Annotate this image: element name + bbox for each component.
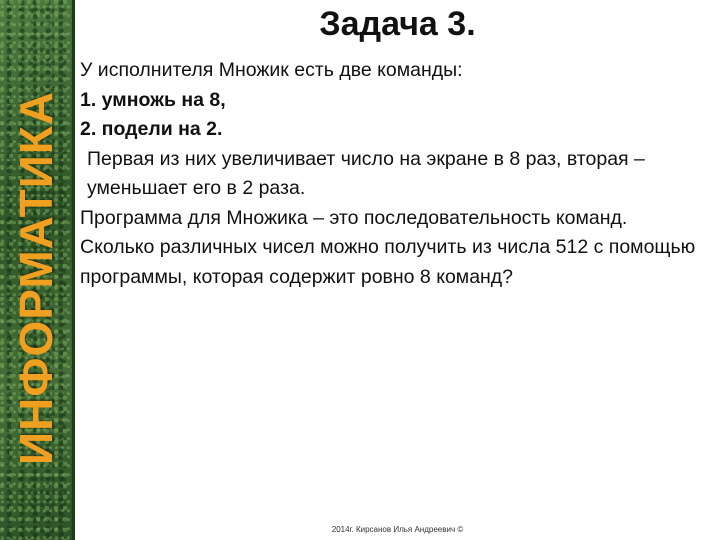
sidebar-title: ИНФОРМАТИКА — [10, 90, 62, 466]
task-question: Сколько различных чисел можно получить из числа 512 с помощью программы, которая содержит ровно 8 команд? — [80, 236, 696, 288]
command-description: Первая из них увеличивает число на экране в 8 раз, вторая – уменьшает его в 2 раза. — [87, 147, 645, 199]
footer-credit: 2014г. Кирсанов Илья Андреевич © — [331, 525, 464, 534]
command-1: 1. умножь на 8, — [80, 88, 226, 111]
sidebar-banner — [0, 0, 72, 540]
slide-title: Задача 3. — [319, 5, 476, 43]
task-text — [80, 56, 714, 292]
program-definition: Программа для Множика – это последовательность команд. — [80, 206, 628, 229]
intro-line: У исполнителя Множик есть две команды: — [80, 59, 463, 81]
command-2: 2. подели на 2. — [80, 118, 223, 140]
sidebar-divider — [72, 0, 75, 540]
